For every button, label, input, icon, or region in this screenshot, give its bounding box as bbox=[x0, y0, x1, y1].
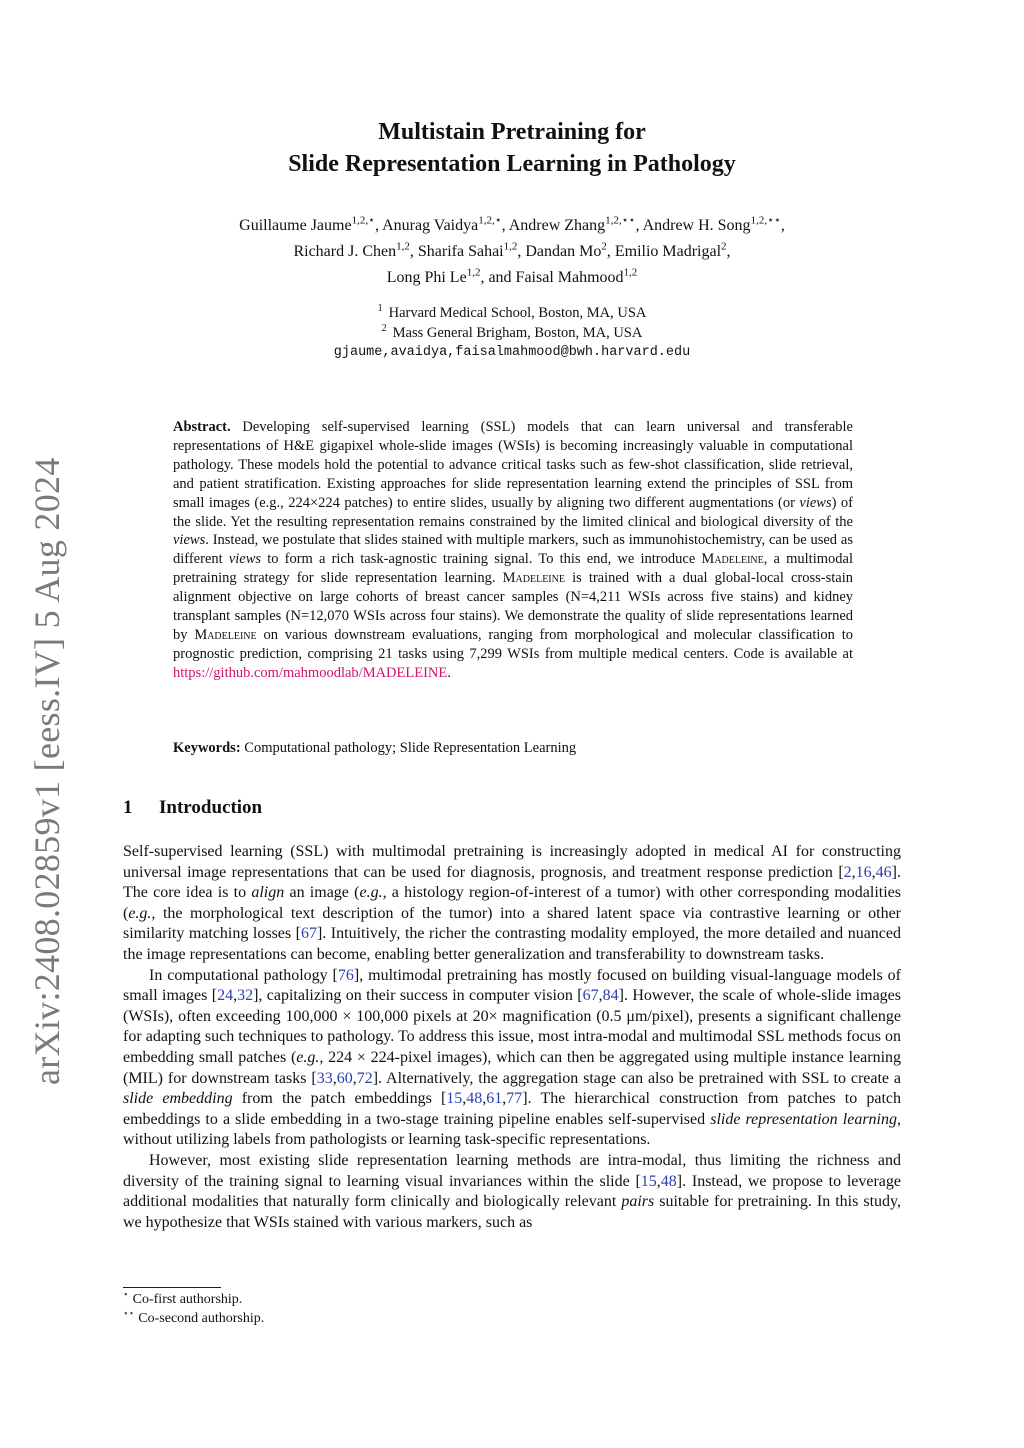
emphasis-text: e.g., bbox=[128, 904, 156, 922]
citation-link[interactable]: 2 bbox=[843, 863, 852, 881]
body-text bbox=[123, 842, 901, 1233]
author-name: Faisal Mahmood bbox=[515, 269, 624, 286]
footnote-text: Co-first authorship. bbox=[132, 1292, 243, 1307]
author-affiliation-marks: 1,2,⋆⋆ bbox=[605, 214, 636, 227]
author-separator: , bbox=[501, 217, 509, 234]
author-list bbox=[0, 213, 1024, 291]
text-run: 224 × 224-pixel images), which can then be aggregated using multiple instance learning (MIL) for downstream tasks [ bbox=[123, 1048, 902, 1087]
affiliation-1 bbox=[0, 304, 1024, 324]
abstract-text: to form a rich task-agnostic training signal. To this end, we introduce bbox=[261, 551, 702, 568]
abstract-text: Developing self-supervised learning (SSL) models that can learn universal and transferable representations of H&E gigapixel whole-slide images (WSIs) is becoming increasingly valuable in computational pathology. These models hold the potential to advance critical tasks such as few-shot classification, slide retrieval, and patient stratification. Existing approaches for slide representation learning extend the principles of SSL from small images (e.g., 224×224 patches) to entire slides, usually by aligning two different augmentations (or bbox=[173, 419, 853, 511]
abstract-text: is trained with a dual global-local cross-stain alignment objective on large cohorts of breast cancer samples (N=4,211 WSIs across five stains) and kidney transplant samples (N=12,070 WSIs across four stains). We demonstrate the quality of slide representations learned by bbox=[173, 570, 853, 643]
text-run: a histology region-of-interest of a tumor) with other corresponding modalities ( bbox=[123, 884, 902, 922]
method-name: Madeleine bbox=[194, 626, 257, 643]
author-separator: , bbox=[780, 217, 785, 234]
text-run: , bbox=[233, 987, 238, 1005]
author-affiliation-marks: 1,2,⋆⋆ bbox=[750, 214, 781, 227]
section-title: Introduction bbox=[159, 797, 263, 818]
abstract bbox=[173, 418, 853, 683]
footnote-mark: ⋆ bbox=[123, 1289, 129, 1300]
citation-link[interactable]: 32 bbox=[237, 987, 254, 1005]
text-run: , bbox=[462, 1090, 467, 1108]
footnote bbox=[123, 1309, 264, 1328]
author-name: Guillaume Jaume bbox=[239, 217, 352, 234]
author-line-3 bbox=[0, 265, 1024, 291]
author-affiliation-marks: 1,2 bbox=[623, 266, 638, 279]
title-line-2: Slide Representation Learning in Pathology bbox=[288, 151, 736, 177]
abstract-label: Abstract. bbox=[173, 419, 231, 435]
text-run: ]. Intuitively, the richer the contrasting modality employed, the more detailed and nuanced the image representations can become, enabling better generalization and transferability to downstream tasks. bbox=[123, 925, 902, 963]
method-name: Madeleine bbox=[701, 551, 764, 568]
section-heading bbox=[123, 796, 262, 820]
keywords bbox=[173, 739, 853, 758]
abstract-emphasis: views bbox=[799, 494, 832, 511]
author-name: Richard J. Chen bbox=[293, 243, 397, 260]
affiliation-text: Mass General Brigham, Boston, MA, USA bbox=[392, 324, 643, 341]
author-name: Emilio Madrigal bbox=[614, 243, 722, 260]
citation-link[interactable]: 67 bbox=[300, 925, 317, 943]
emphasis-text: slide embedding bbox=[123, 1090, 233, 1108]
footnote-text: Co-second authorship. bbox=[138, 1311, 265, 1326]
text-run: from the patch embeddings [ bbox=[232, 1090, 447, 1108]
affiliations bbox=[0, 304, 1024, 363]
abstract-text: on various downstream evaluations, ranging from morphological and molecular classification to prognostic prediction, comprising 21 tasks using 7,299 WSIs from multiple medical centers. Code is available at bbox=[173, 626, 853, 662]
text-run: , bbox=[598, 987, 603, 1005]
paper-title bbox=[0, 116, 1024, 180]
abstract-emphasis: views bbox=[173, 532, 206, 549]
abstract-emphasis: views bbox=[228, 551, 262, 568]
text-run: ]. Alternatively, the aggregation stage can also be pretrained with SSL to create a bbox=[372, 1069, 902, 1087]
text-run: , bbox=[656, 1172, 661, 1190]
affiliation-2 bbox=[0, 324, 1024, 344]
emphasis-text: pairs bbox=[621, 1193, 655, 1211]
paragraph bbox=[123, 966, 901, 1151]
footnotes bbox=[123, 1290, 264, 1328]
author-name: Long Phi Le bbox=[386, 269, 467, 286]
text-run: ]. However, the scale of whole-slide images (WSIs), often exceeding 100,000 × 100,000 pixels at 20× magnification (0.5 μm/pixel), presents a significant challenge for adapting such techniques to pathology. To address this issue, most intra-modal and multimodal SSL methods focus on embedding small patches ( bbox=[123, 987, 902, 1066]
author-affiliation-marks: 1,2,⋆ bbox=[478, 214, 502, 227]
author-separator: , bbox=[409, 243, 418, 260]
footnote-divider bbox=[123, 1287, 221, 1288]
text-run: ], multimodal pretraining has mostly focused on building visual-language models of small images [ bbox=[123, 966, 902, 1005]
author-affiliation-marks: 2 bbox=[601, 240, 607, 253]
author-affiliation-marks: 1,2,⋆ bbox=[351, 214, 375, 227]
emphasis-text: slide representation learning bbox=[710, 1110, 897, 1128]
author-name: Andrew Zhang bbox=[508, 217, 606, 234]
author-affiliation-marks: 1,2 bbox=[396, 240, 410, 253]
code-repository-link[interactable]: https://github.com/mahmoodlab/MADELEINE bbox=[173, 664, 448, 681]
author-name: Dandan Mo bbox=[525, 243, 602, 260]
citation-link[interactable]: 15 bbox=[446, 1090, 463, 1108]
footnote bbox=[123, 1290, 264, 1309]
text-run: , bbox=[502, 1090, 507, 1108]
affiliation-text: Harvard Medical School, Boston, MA, USA bbox=[388, 305, 647, 321]
text-run: In computational pathology [ bbox=[149, 966, 338, 984]
citation-link[interactable]: 76 bbox=[337, 966, 354, 984]
abstract-text: , a multimodal pretraining strategy for slide representation learning. bbox=[173, 551, 853, 587]
affiliation-mark: 1 bbox=[377, 303, 383, 315]
text-run: suitable for pretraining. In this study, we hypothesize that WSIs stained with various markers, such as bbox=[123, 1193, 901, 1231]
method-name: Madeleine bbox=[502, 570, 565, 587]
abstract-text: . bbox=[447, 664, 451, 681]
abstract-text: . Instead, we postulate that slides stained with multiple markers, such as immunohistochemistry, can be used as different bbox=[173, 532, 853, 568]
keywords-label: Keywords: bbox=[173, 740, 241, 756]
citation-link[interactable]: 67 bbox=[582, 987, 599, 1005]
author-affiliation-marks: 2 bbox=[721, 240, 727, 253]
emphasis-text: align bbox=[251, 884, 285, 902]
section-number: 1 bbox=[123, 797, 133, 818]
text-run: , bbox=[482, 1090, 487, 1108]
citation-link[interactable]: 61 bbox=[486, 1090, 503, 1108]
citation-link[interactable]: 16 bbox=[855, 863, 872, 881]
author-name: Sharifa Sahai bbox=[417, 243, 504, 260]
author-line-2 bbox=[0, 239, 1024, 265]
arxiv-identifier: arXiv:2408.02859v1 [eess.IV] 5 Aug 2024 bbox=[27, 457, 67, 1085]
citation-link[interactable]: 72 bbox=[356, 1069, 373, 1087]
citation-link[interactable]: 48 bbox=[660, 1172, 677, 1190]
citation-link[interactable]: 15 bbox=[640, 1172, 657, 1190]
text-run: , bbox=[871, 863, 876, 881]
keywords-text: Computational pathology; Slide Representation Learning bbox=[240, 740, 577, 756]
text-run: , bbox=[332, 1069, 337, 1087]
author-separator: , bbox=[606, 243, 615, 260]
abstract-text: ) of the slide. Yet the resulting representation remains constrained by the limited clinical and biological diversity of the bbox=[173, 494, 853, 530]
citation-link[interactable]: 77 bbox=[506, 1090, 523, 1108]
text-run: , without utilizing labels from pathologists or learning task-specific representations. bbox=[123, 1110, 901, 1149]
contact-email: gjaume,avaidya,faisalmahmood@bwh.harvard.edu bbox=[333, 345, 691, 360]
author-separator: , and bbox=[480, 269, 516, 286]
text-run: ], capitalizing on their success in computer vision [ bbox=[253, 987, 583, 1005]
citation-link[interactable]: 24 bbox=[217, 987, 234, 1005]
author-affiliation-marks: 1,2 bbox=[503, 240, 518, 253]
citation-link[interactable]: 46 bbox=[875, 863, 892, 881]
emphasis-text: e.g., bbox=[359, 884, 387, 902]
text-run: However, most existing slide representation learning methods are intra-modal, thus limiting the richness and diversity of the training signal to learning visual invariances within the slide [ bbox=[123, 1151, 901, 1190]
citation-link[interactable]: 33 bbox=[316, 1069, 333, 1087]
text-run: Self-supervised learning (SSL) with multimodal pretraining is increasingly adopted in medical AI for constructing universal image representations that can be used for diagnosis, prognosis, and treatment response prediction [ bbox=[123, 843, 901, 881]
author-name: Anurag Vaidya bbox=[382, 217, 479, 234]
emphasis-text: e.g., bbox=[296, 1048, 324, 1066]
citation-link[interactable]: 60 bbox=[336, 1069, 353, 1087]
text-run: an image ( bbox=[284, 884, 360, 902]
text-run: , bbox=[851, 863, 856, 881]
author-separator: , bbox=[635, 217, 643, 234]
text-run: the morphological text description of the tumor) into a shared latent space via contrastive learning or other similarity matching losses [ bbox=[123, 904, 901, 943]
author-separator: , bbox=[517, 243, 526, 260]
paragraph bbox=[123, 842, 901, 966]
paragraph bbox=[123, 1151, 901, 1233]
footnote-mark: ⋆⋆ bbox=[123, 1308, 135, 1319]
author-name: Andrew H. Song bbox=[642, 217, 751, 234]
title-line-1: Multistain Pretraining for bbox=[378, 119, 646, 145]
text-run: , bbox=[352, 1069, 357, 1087]
author-separator: , bbox=[374, 217, 383, 234]
author-separator: , bbox=[726, 243, 731, 260]
citation-link[interactable]: 84 bbox=[602, 987, 619, 1005]
author-line-1 bbox=[0, 213, 1024, 239]
author-affiliation-marks: 1,2 bbox=[466, 266, 481, 279]
affiliation-mark: 2 bbox=[381, 322, 387, 334]
text-run: ]. The core idea is to bbox=[123, 863, 901, 902]
text-run: ]. Instead, we propose to leverage additional modalities that naturally form clinically and biologically relevant bbox=[123, 1172, 901, 1211]
citation-link[interactable]: 48 bbox=[466, 1090, 483, 1108]
text-run: ]. The hierarchical construction from patches to patch embeddings to a slide embedding in a two-stage training pipeline enables self-supervised bbox=[123, 1090, 902, 1128]
